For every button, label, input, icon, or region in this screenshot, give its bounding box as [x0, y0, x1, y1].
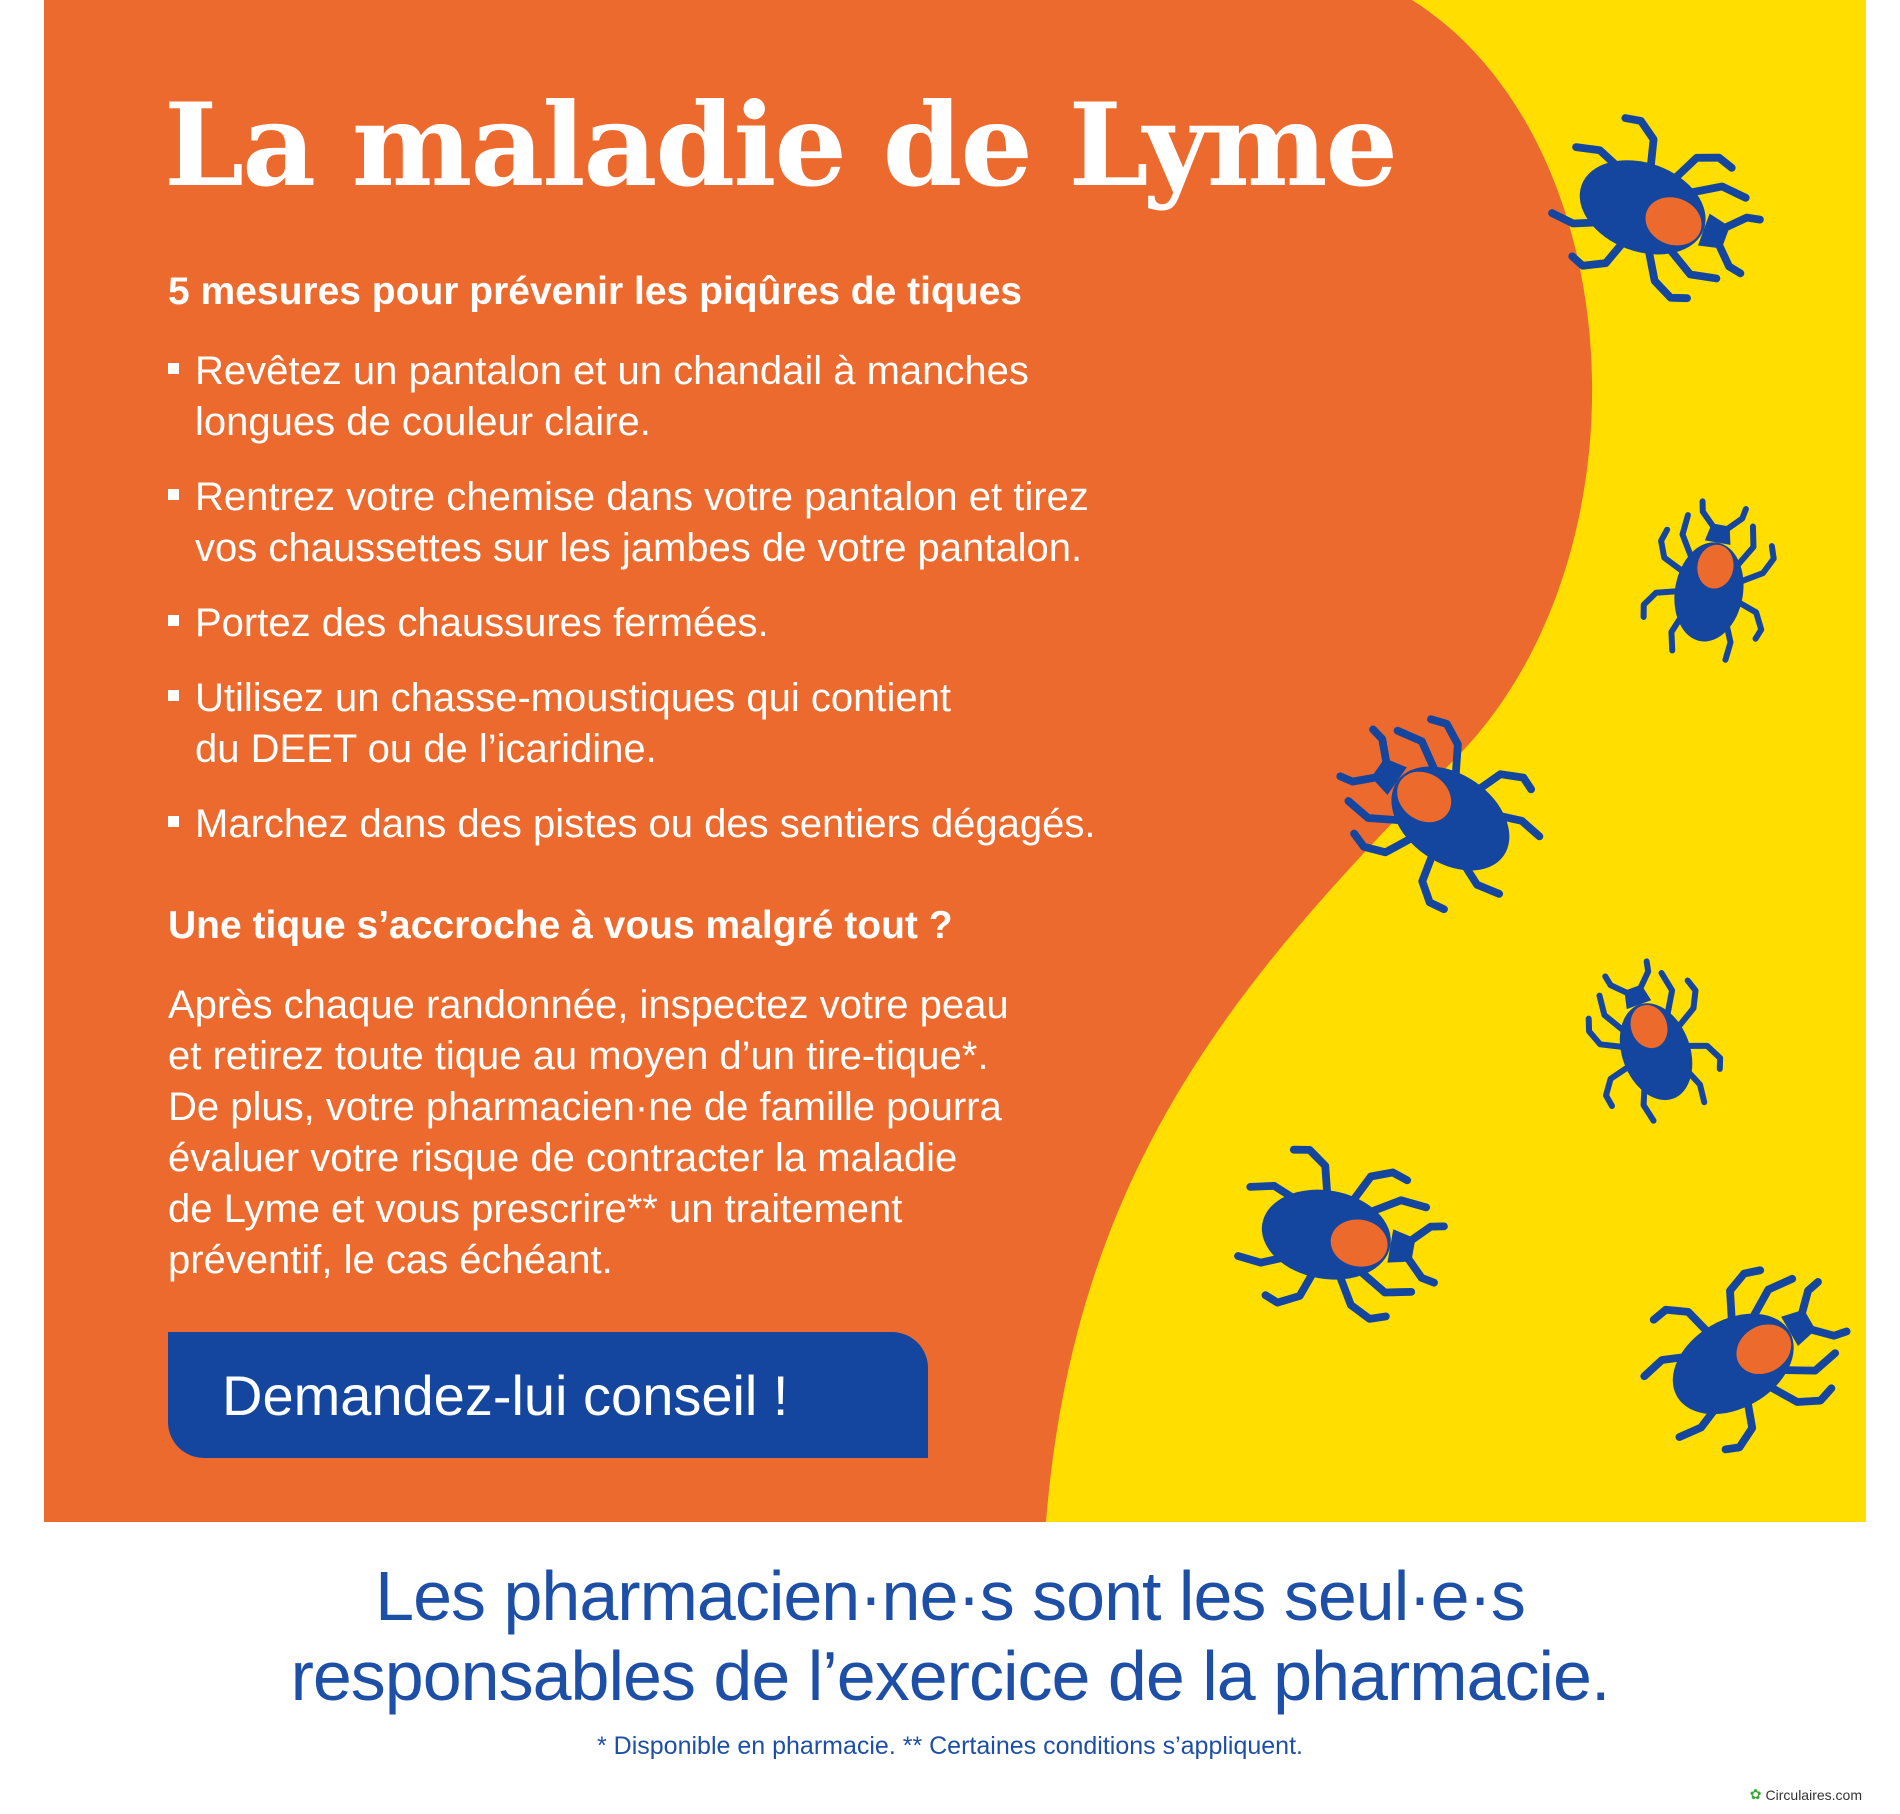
followup-text: Après chaque randonnée, inspectez votre peau et retirez toute tique au moyen d’un tire-tique*. De plus, votre pharmacien·ne de famille pourra évaluer votre risque de contracter la maladie de Lyme et vous prescrire** un traitement préventif, le cas échéant.: [168, 983, 1009, 1282]
footer-statement: Les pharmacien·ne·s sont les seul·e·s responsables de l’exercice de la pharmacie.: [290, 1557, 1610, 1715]
tick-icon: [1204, 1136, 1464, 1336]
measures-list: [168, 346, 1168, 874]
tick-icon: [1520, 110, 1780, 310]
watermark: [1750, 1786, 1862, 1803]
poster-panel: [44, 0, 1866, 1522]
footer-disclaimer: * Disponible en pharmacie. ** Certaines conditions s’appliquent.: [597, 1732, 1303, 1760]
list-item: [168, 799, 1168, 850]
measure-text: Portez des chaussures fermées.: [195, 601, 769, 645]
watermark-text: Circulaires.com: [1765, 1786, 1862, 1803]
list-item: [168, 673, 1168, 775]
tick-icon: [1554, 946, 1754, 1146]
clover-icon: ✿: [1749, 1786, 1762, 1802]
tick-icon: [1314, 714, 1574, 914]
tick-icon: [1610, 1260, 1866, 1460]
measure-text: Revêtez un pantalon et un chandail à manches longues de couleur claire.: [195, 349, 1029, 444]
measure-text: Marchez dans des pistes ou des sentiers dégagés.: [195, 802, 1096, 846]
measure-text: Utilisez un chasse-moustiques qui contient du DEET ou de l’icaridine.: [195, 676, 951, 771]
tick-icon: [1610, 486, 1810, 686]
followup-heading: Une tique s’accroche à vous malgré tout ?: [168, 904, 953, 947]
list-item: [168, 472, 1168, 574]
ask-advice-button[interactable]: Demandez-lui conseil !: [168, 1332, 928, 1458]
measures-heading: 5 mesures pour prévenir les piqûres de tiques: [168, 270, 1022, 313]
measure-text: Rentrez votre chemise dans votre pantalon et tirez vos chaussettes sur les jambes de votre pantalon.: [195, 475, 1089, 570]
list-item: [168, 598, 1168, 649]
list-item: [168, 346, 1168, 448]
poster-title: La maladie de Lyme: [164, 78, 1397, 212]
